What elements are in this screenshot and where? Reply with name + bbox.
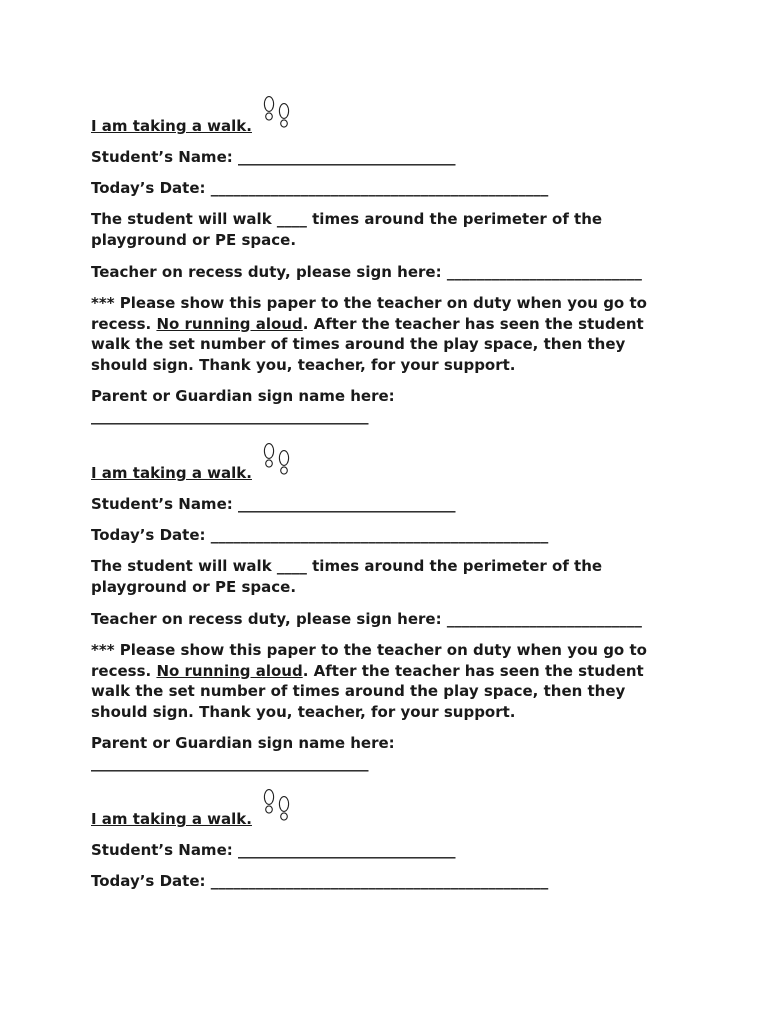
parent-sign-label: Parent or Guardian sign name here: (91, 387, 395, 405)
walk-count-suffix: times around the perimeter of the playground or PE space. (91, 557, 603, 596)
walk-count-sentence (91, 209, 631, 250)
parent-sign-blank[interactable]: _____________________________________ (91, 407, 369, 425)
student-name-label: Student’s Name: (91, 841, 233, 859)
date-label: Today’s Date: (91, 526, 206, 544)
note-no-running: No running aloud (156, 661, 303, 680)
parent-sign-blank[interactable]: _____________________________________ (91, 754, 369, 772)
date-row (91, 525, 548, 545)
footprints-icon (263, 443, 291, 481)
student-name-row (91, 840, 455, 860)
walk-count-suffix: times around the perimeter of the playground or PE space. (91, 210, 603, 249)
parent-sign-label: Parent or Guardian sign name here: (91, 734, 395, 752)
walk-slip-title-row (91, 96, 331, 136)
walk-slip-title: I am taking a walk. (91, 117, 252, 135)
walk-count-sentence (91, 556, 631, 597)
date-blank[interactable]: _____________________________________________ (210, 872, 549, 890)
date-blank[interactable]: _____________________________________________ (210, 179, 549, 197)
footprints-icon (263, 96, 291, 134)
instructions-note (91, 640, 661, 723)
note-prefix: *** Please show this paper to the teacher on duty when you go to recess. (91, 641, 647, 680)
footprints-icon (263, 789, 291, 827)
parent-sign-label-row (91, 386, 395, 406)
student-name-blank[interactable]: _____________________________ (237, 495, 456, 513)
note-suffix: . After the teacher has seen the student walk the set number of times around the play space, then they should sign. Thank you, teacher, for your support. (91, 314, 644, 375)
walk-count-prefix: The student will walk (91, 557, 272, 575)
teacher-sign-row (91, 609, 642, 629)
walk-slip-title: I am taking a walk. (91, 464, 252, 482)
note-prefix: *** Please show this paper to the teacher on duty when you go to recess. (91, 294, 647, 333)
date-row (91, 178, 548, 198)
parent-sign-label-row (91, 733, 395, 753)
parent-sign-blank-row (91, 753, 369, 773)
note-suffix: . After the teacher has seen the student walk the set number of times around the play space, then they should sign. Thank you, teacher, for your support. (91, 661, 644, 722)
walk-slip-title-row (91, 443, 331, 483)
student-name-label: Student’s Name: (91, 148, 233, 166)
student-name-row (91, 147, 455, 167)
date-blank[interactable]: _____________________________________________ (210, 526, 549, 544)
teacher-sign-label: Teacher on recess duty, please sign here: (91, 610, 442, 628)
teacher-sign-label: Teacher on recess duty, please sign here: (91, 263, 442, 281)
teacher-sign-blank[interactable]: __________________________ (446, 610, 642, 628)
instructions-note (91, 293, 661, 376)
walk-slip-title: I am taking a walk. (91, 810, 252, 828)
teacher-sign-row (91, 262, 642, 282)
student-name-label: Student’s Name: (91, 495, 233, 513)
walk-slip-title-row (91, 789, 331, 829)
walk-count-blank[interactable]: ____ (276, 210, 307, 228)
walk-count-blank[interactable]: ____ (276, 557, 307, 575)
date-label: Today’s Date: (91, 179, 206, 197)
date-label: Today’s Date: (91, 872, 206, 890)
note-no-running: No running aloud (156, 314, 303, 333)
student-name-row (91, 494, 455, 514)
student-name-blank[interactable]: _____________________________ (237, 841, 456, 859)
parent-sign-blank-row (91, 406, 369, 426)
teacher-sign-blank[interactable]: __________________________ (446, 263, 642, 281)
student-name-blank[interactable]: _____________________________ (237, 148, 456, 166)
walk-count-prefix: The student will walk (91, 210, 272, 228)
date-row (91, 871, 548, 891)
